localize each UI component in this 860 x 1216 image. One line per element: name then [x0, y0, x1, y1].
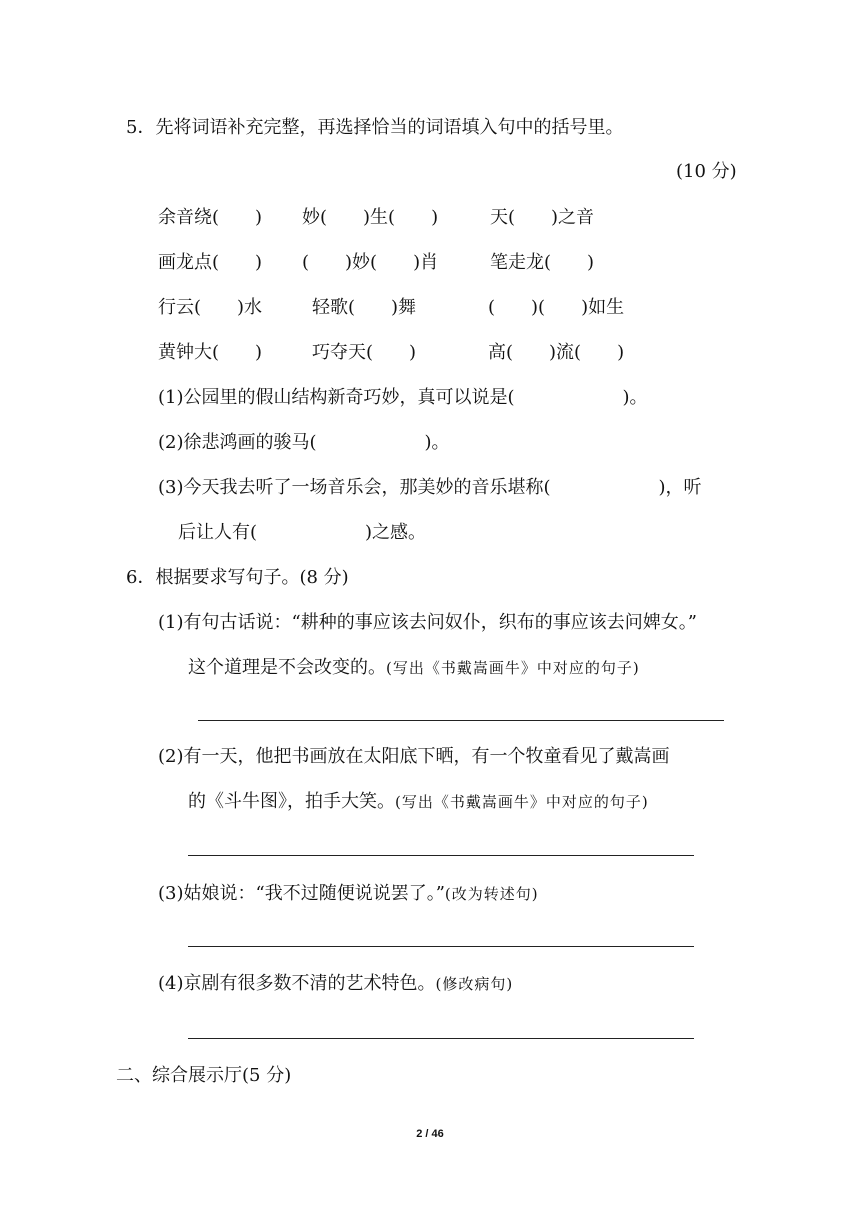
- q6-item-1-note: (写出《书戴嵩画牛》中对应的句子): [386, 659, 640, 677]
- q5-sentence-3b: 后让人有( )之感。: [178, 522, 427, 543]
- q6-item-2a: (2)有一天，他把书画放在太阳底下晒，有一个牧童看见了戴嵩画: [158, 746, 670, 767]
- q6-item-2-note: (写出《书戴嵩画牛》中对应的句子): [395, 793, 649, 811]
- q5-word-2-2: ( )妙( )肖: [302, 252, 439, 273]
- q5-sentence-2: (2)徐悲鸿画的骏马( )。: [158, 432, 450, 453]
- q5-word-4-3: 高( )流( ): [488, 342, 625, 363]
- q5-word-4-1: 黄钟大( ): [158, 342, 263, 363]
- q5-word-2-1: 画龙点( ): [158, 252, 263, 273]
- q6-item-1a: (1)有句古话说：“耕种的事应该去问奴仆，织布的事应该去问婢女。”: [158, 612, 697, 633]
- q6-item-4-text: (4)京剧有很多数不清的艺术特色。: [158, 973, 436, 994]
- q5-word-3-2: 轻歌( )舞: [312, 297, 417, 318]
- q5-word-1-1: 余音绕( ): [158, 207, 263, 228]
- q6-item-4: [158, 972, 513, 996]
- q5-word-1-2: 妙( )生( ): [302, 207, 439, 228]
- q5-score: (10 分): [676, 161, 737, 182]
- answer-line-2[interactable]: [188, 855, 694, 856]
- q6-item-1-text: 这个道理是不会改变的。: [188, 657, 386, 678]
- section-2-heading: 二、综合展示厅(5 分): [116, 1065, 292, 1086]
- q5-sentence-1: (1)公园里的假山结构新奇巧妙，真可以说是( )。: [158, 387, 648, 408]
- answer-line-4[interactable]: [188, 1038, 694, 1039]
- q5-word-4-2: 巧夺天( ): [312, 342, 417, 363]
- q5-word-1-3: 天( )之音: [490, 207, 595, 228]
- q6-item-3: [158, 882, 539, 906]
- answer-line-3[interactable]: [188, 946, 694, 947]
- q5-word-2-3: 笔走龙( ): [490, 252, 595, 273]
- answer-line-1[interactable]: [198, 720, 724, 721]
- q5-word-3-1: 行云( )水: [158, 297, 263, 318]
- q5-sentence-3a: (3)今天我去听了一场音乐会，那美妙的音乐堪称( )，听: [158, 477, 702, 498]
- q6-item-4-note: (修改病句): [435, 975, 514, 993]
- q5-word-3-3: ( )( )如生: [488, 297, 625, 318]
- page-number: 2 / 46: [416, 1128, 444, 1140]
- q6-item-1b: [188, 656, 640, 680]
- q6-title: 6．根据要求写句子。(8 分): [126, 567, 349, 588]
- q6-item-2b: [188, 790, 649, 814]
- q5-title: 5．先将词语补充完整，再选择恰当的词语填入句中的括号里。: [126, 117, 624, 138]
- q6-item-2-text: 的《斗牛图》，拍手大笑。: [188, 791, 395, 812]
- q6-item-3-text: (3)姑娘说：“我不过随便说说罢了。”: [158, 883, 445, 904]
- q6-item-3-note: (改为转述句): [444, 885, 539, 903]
